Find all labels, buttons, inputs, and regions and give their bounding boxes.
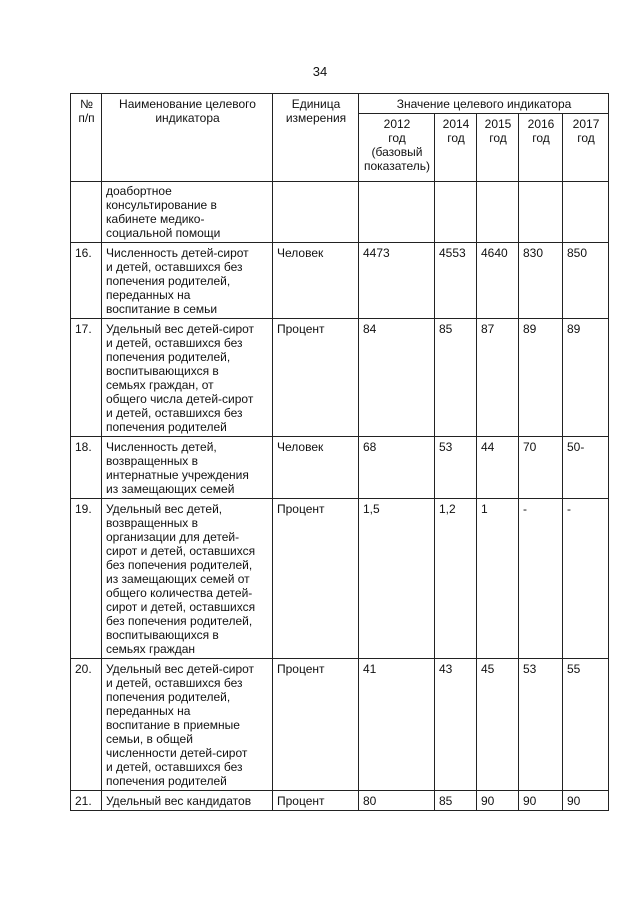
row-unit: Процент	[273, 319, 359, 437]
value-2014: 1,2	[435, 499, 477, 659]
value-2017: 55	[563, 659, 609, 791]
value-2014: 85	[435, 791, 477, 811]
value-2014: 85	[435, 319, 477, 437]
table-header	[71, 94, 609, 182]
value-2012: 84	[359, 319, 435, 437]
value-2012	[359, 182, 435, 243]
value-2012: 1,5	[359, 499, 435, 659]
header-name: Наименование целевого индикатора	[102, 94, 273, 182]
row-num: 18.	[71, 437, 102, 499]
row-unit: Процент	[273, 791, 359, 811]
table-body	[71, 182, 609, 811]
header-year-2012: 2012 год (базовый показатель)	[359, 114, 435, 182]
value-2017: 90	[563, 791, 609, 811]
row-num: 19.	[71, 499, 102, 659]
row-unit: Процент	[273, 659, 359, 791]
value-2015	[477, 182, 519, 243]
table-row	[71, 243, 609, 319]
value-2016: 53	[519, 659, 563, 791]
header-year-2014: 2014 год	[435, 114, 477, 182]
row-name: доабортное консультирование в кабинете медико- социальной помощи	[102, 182, 273, 243]
row-num: 17.	[71, 319, 102, 437]
value-2015: 1	[477, 499, 519, 659]
header-values-group: Значение целевого индикатора	[359, 94, 609, 114]
table-row	[71, 437, 609, 499]
indicators-table	[70, 93, 609, 811]
row-unit: Человек	[273, 437, 359, 499]
value-2016: 89	[519, 319, 563, 437]
header-num: № п/п	[71, 94, 102, 182]
value-2016: 90	[519, 791, 563, 811]
row-unit: Процент	[273, 499, 359, 659]
value-2014: 53	[435, 437, 477, 499]
row-name: Удельный вес детей, возвращенных в организации для детей- сирот и детей, оставшихся без попечения родителей, из замещающих семей от общего количества детей- сирот и детей, оставшихся без попечения родителей, воспитывающихся в семьях граждан	[102, 499, 273, 659]
header-year-2016: 2016 год	[519, 114, 563, 182]
row-num: 21.	[71, 791, 102, 811]
table-row	[71, 182, 609, 243]
value-2015: 87	[477, 319, 519, 437]
row-num: 16.	[71, 243, 102, 319]
value-2017: -	[563, 499, 609, 659]
row-num	[71, 182, 102, 243]
value-2017	[563, 182, 609, 243]
header-unit: Единица измерения	[273, 94, 359, 182]
value-2015: 4640	[477, 243, 519, 319]
table-row	[71, 319, 609, 437]
row-unit	[273, 182, 359, 243]
row-unit: Человек	[273, 243, 359, 319]
value-2017: 50-	[563, 437, 609, 499]
table-row	[71, 659, 609, 791]
value-2016	[519, 182, 563, 243]
value-2014: 4553	[435, 243, 477, 319]
row-name: Удельный вес кандидатов	[102, 791, 273, 811]
value-2012: 80	[359, 791, 435, 811]
table-row	[71, 499, 609, 659]
header-year-2017: 2017 год	[563, 114, 609, 182]
value-2012: 4473	[359, 243, 435, 319]
value-2016: 830	[519, 243, 563, 319]
value-2014	[435, 182, 477, 243]
value-2015: 44	[477, 437, 519, 499]
row-name: Численность детей-сирот и детей, оставшихся без попечения родителей, переданных на воспитание в семьи	[102, 243, 273, 319]
row-name: Численность детей, возвращенных в интернатные учреждения из замещающих семей	[102, 437, 273, 499]
value-2016: 70	[519, 437, 563, 499]
value-2012: 68	[359, 437, 435, 499]
header-year-2015: 2015 год	[477, 114, 519, 182]
value-2016: -	[519, 499, 563, 659]
value-2012: 41	[359, 659, 435, 791]
value-2017: 89	[563, 319, 609, 437]
page-number: 34	[312, 64, 328, 79]
value-2015: 45	[477, 659, 519, 791]
value-2014: 43	[435, 659, 477, 791]
row-name: Удельный вес детей-сирот и детей, оставшихся без попечения родителей, переданных на воспитание в приемные семьи, в общей численности детей-сирот и детей, оставшихся без попечения родителей	[102, 659, 273, 791]
table-row	[71, 791, 609, 811]
row-num: 20.	[71, 659, 102, 791]
value-2015: 90	[477, 791, 519, 811]
value-2017: 850	[563, 243, 609, 319]
row-name: Удельный вес детей-сирот и детей, оставшихся без попечения родителей, воспитывающихся в семьях граждан, от общего числа детей-сирот и детей, оставшихся без попечения родителей	[102, 319, 273, 437]
